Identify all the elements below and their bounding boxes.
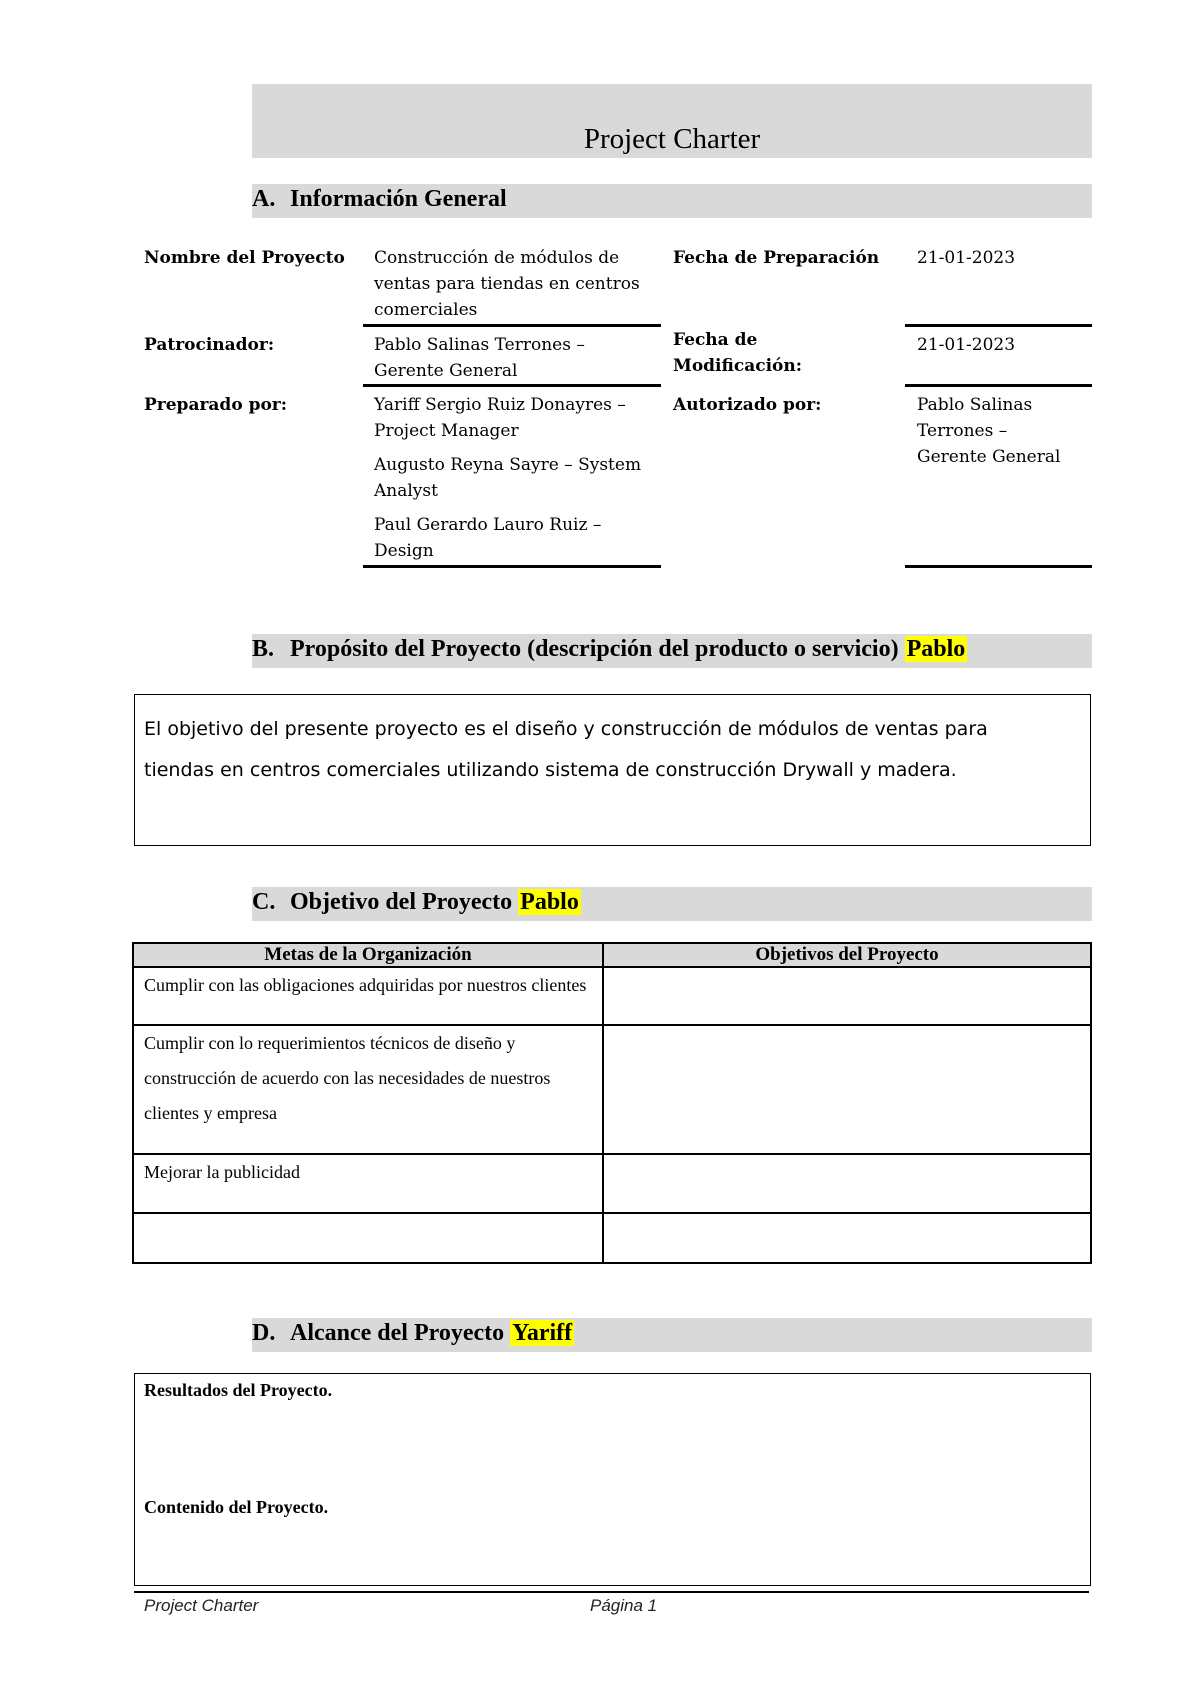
section-c-title: Objetivo del Proyecto <box>290 889 513 915</box>
table-cell <box>603 1025 1091 1154</box>
table-row <box>133 1154 1091 1213</box>
table-cell <box>603 1154 1091 1213</box>
purpose-box <box>134 694 1091 846</box>
footer-divider <box>134 1591 1089 1593</box>
table-row <box>133 1025 1091 1154</box>
section-a-header <box>252 184 1092 218</box>
divider <box>905 565 1092 568</box>
scope-box <box>134 1373 1091 1586</box>
section-b-letter: B. <box>252 636 275 662</box>
section-d-owner: Yariff <box>512 1320 573 1346</box>
fecha-preparacion-value: 21-01-2023 <box>917 248 1016 268</box>
patrocinador-value: Pablo Salinas Terrones – Gerente General <box>374 335 585 381</box>
section-d-letter: D. <box>252 1320 276 1346</box>
section-b-title: Propósito del Proyecto (descripción del producto o servicio) <box>290 636 899 662</box>
footer-title: Project Charter <box>144 1596 259 1615</box>
column-header: Objetivos del Proyecto <box>603 943 1091 967</box>
table-cell <box>603 967 1091 1025</box>
contenido-label: Contenido del Proyecto. <box>144 1497 329 1517</box>
divider <box>905 384 1092 387</box>
table-row <box>133 1213 1091 1263</box>
autorizado-label: Autorizado por: <box>673 395 822 415</box>
nombre-label: Nombre del Proyecto <box>144 248 345 268</box>
preparado-value-2: Augusto Reyna Sayre – System Analyst <box>374 455 642 501</box>
table-cell: Mejorar la publicidad <box>133 1154 603 1213</box>
section-b-header <box>252 634 1092 668</box>
fecha-modificacion-value: 21-01-2023 <box>917 335 1016 355</box>
divider <box>363 384 661 387</box>
section-c-letter: C. <box>252 889 276 915</box>
fecha-modificacion-label: Fecha de Modificación: <box>673 330 803 376</box>
divider <box>363 324 661 327</box>
footer-page-number: Página 1 <box>590 1596 658 1615</box>
goals-table <box>132 942 1092 1264</box>
table-cell: Cumplir con las obligaciones adquiridas por nuestros clientes <box>133 967 603 1025</box>
section-d-title: Alcance del Proyecto <box>290 1320 505 1346</box>
divider <box>905 324 1092 327</box>
preparado-label: Preparado por: <box>144 395 288 415</box>
section-a-letter: A. <box>252 186 276 212</box>
nombre-value: Construcción de módulos de ventas para tiendas en centros comerciales <box>374 248 640 320</box>
preparado-value-3: Paul Gerardo Lauro Ruiz – Design <box>374 515 602 561</box>
table-cell: Cumplir con lo requerimientos técnicos de diseño y construcción de acuerdo con las necesidades de nuestros clientes y empresa <box>133 1025 603 1154</box>
fecha-preparacion-label: Fecha de Preparación <box>673 248 880 268</box>
patrocinador-label: Patrocinador: <box>144 335 275 355</box>
autorizado-value: Pablo Salinas Terrones – Gerente General <box>917 395 1061 467</box>
resultados-label: Resultados del Proyecto. <box>144 1380 333 1400</box>
table-header-row <box>133 943 1091 967</box>
section-c-owner: Pablo <box>520 889 579 915</box>
table-cell <box>133 1213 603 1263</box>
section-c-header <box>252 887 1092 921</box>
section-a-title: Información General <box>290 186 507 212</box>
table-row <box>133 967 1091 1025</box>
column-header: Metas de la Organización <box>133 943 603 967</box>
preparado-value-1: Yariff Sergio Ruiz Donayres – Project Manager <box>374 395 626 441</box>
page-title: Project Charter <box>583 123 761 155</box>
table-cell <box>603 1213 1091 1263</box>
purpose-text: El objetivo del presente proyecto es el diseño y construcción de módulos de ventas para tiendas en centros comerciales utilizando sistema de construcción Drywall y madera. <box>144 718 988 781</box>
section-b-owner: Pablo <box>906 636 966 662</box>
title-band <box>252 84 1092 158</box>
section-d-header <box>252 1318 1092 1352</box>
divider <box>363 565 661 568</box>
